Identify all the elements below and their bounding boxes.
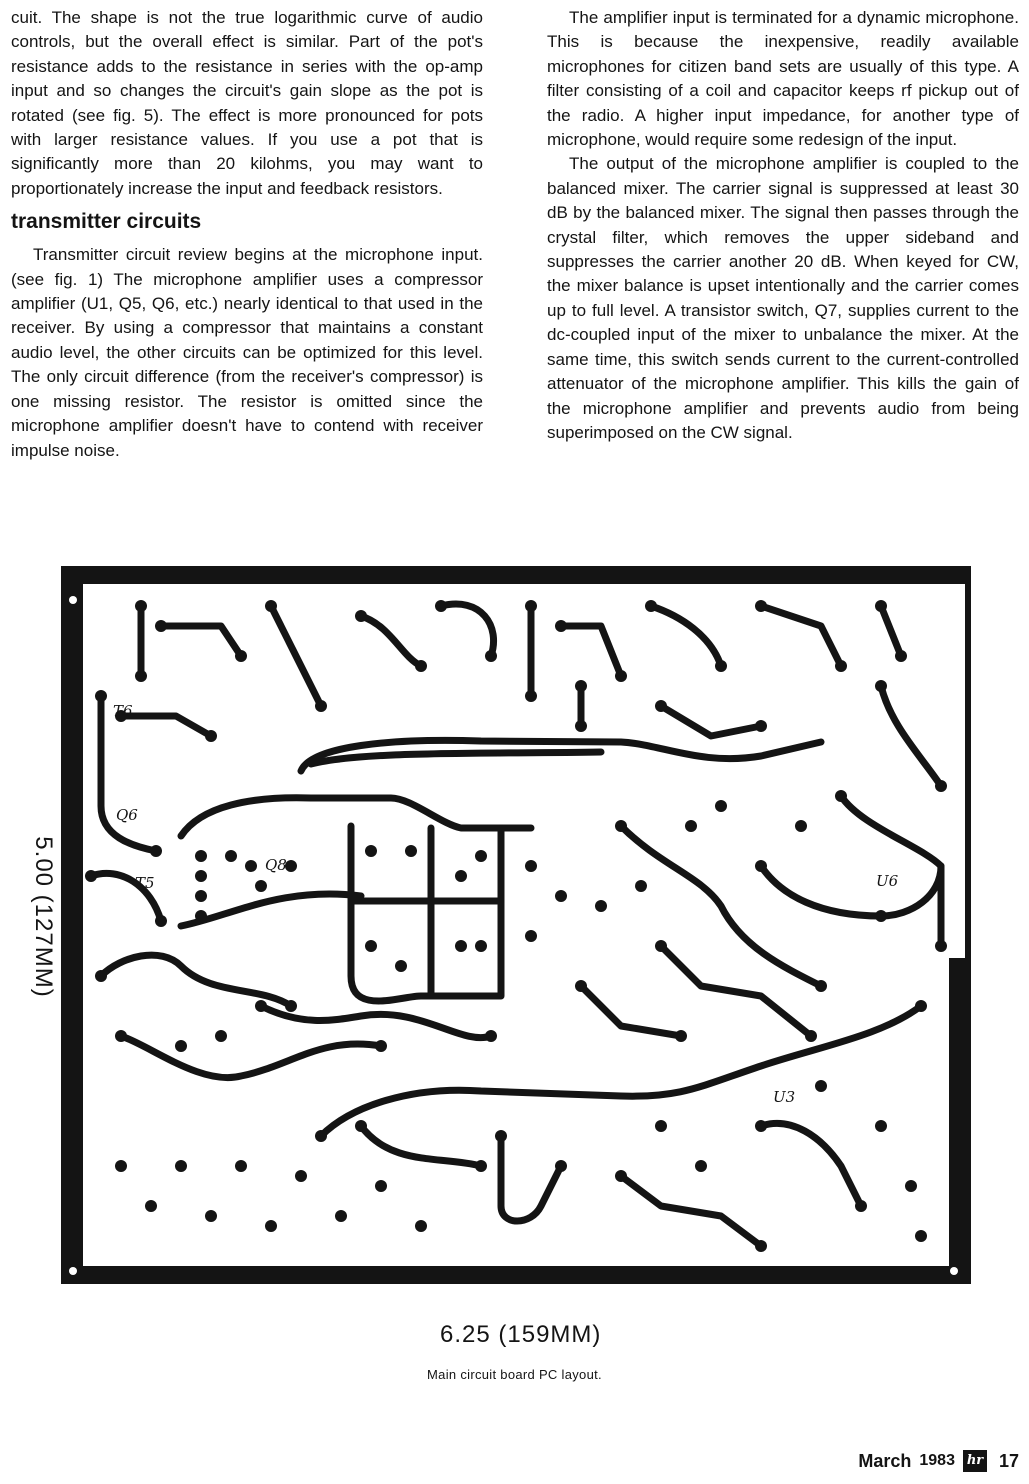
- dimension-vertical: 5.00 (127MM): [30, 836, 57, 998]
- footer-month: March: [858, 1450, 912, 1471]
- right-paragraph-2: The output of the microphone amplifier is coupled to the balanced mixer. The carrier signal is suppressed at least 30 dB by the balanced mixer. The signal then passes through the crystal filter, which removes the upper sideband and suppresses the carrier another 20 dB. When keyed for CW, the mixer balance is upset intentionally and the carrier comes up to full level. A transistor switch, Q7, supplies current to the dc-coupled input of the mixer to unbalance the mixer. At the same time, this switch sends current to the current-controlled attenuator of the microphone amplifier. This kills the gain of the microphone amplifier and prevents audio from being superimposed on the CW signal.: [547, 154, 1019, 442]
- label-u6: U6: [876, 872, 899, 890]
- label-q6: Q6: [116, 806, 138, 824]
- hr-logo: hr: [963, 1450, 987, 1472]
- mounting-hole: [69, 1267, 77, 1275]
- label-q8: Q8: [265, 856, 287, 874]
- label-u3: U3: [773, 1088, 796, 1106]
- label-t6: T6: [113, 702, 133, 720]
- footer-year: 1983: [919, 1452, 955, 1469]
- pcb-copper-field: [83, 584, 965, 1266]
- dimension-horizontal: 6.25 (159MM): [440, 1321, 602, 1348]
- pcb-layout-figure: [61, 566, 971, 1284]
- mounting-hole: [69, 596, 77, 604]
- page-footer: [858, 1450, 1019, 1472]
- left-paragraph-1: cuit. The shape is not the true logarithmic curve of audio controls, but the overall effect is similar. Part of the pot's resistance adds to the resistance in series with the op-amp input and so changes the circuit's gain slope as the pot is rotated (see fig. 5). The effect is more pronounced for pots with larger resistance values. If you use a pot that is significantly more than 20 kilohms, you may want to proportionately increase the input and feedback resistors.: [11, 8, 483, 198]
- section-heading: transmitter circuits: [11, 210, 202, 234]
- left-column: [11, 6, 483, 463]
- right-paragraph-1: The amplifier input is terminated for a dynamic microphone. This is because the inexpensive, readily available microphones for citizen band sets are usually of this type. A filter consisting of a coil and capacitor keeps rf pickup out of the radio. A higher input impedance, for another type of microphone, would require some redesign of the input.: [547, 8, 1019, 150]
- label-t5: T5: [135, 874, 155, 892]
- figure-caption: Main circuit board PC layout.: [427, 1367, 602, 1382]
- right-column: [547, 6, 1019, 445]
- pcb-artwork: [61, 566, 971, 1284]
- mounting-hole: [950, 596, 958, 604]
- mounting-hole: [950, 1267, 958, 1275]
- left-paragraph-2: Transmitter circuit review begins at the microphone input. (see fig. 1) The microphone amplifier uses a compressor amplifier (U1, Q5, Q6, etc.) nearly identical to that used in the receiver. By using a compressor that maintains a constant audio level, the other circuits can be optimized for this level. The only circuit difference (from the receiver's compressor) is one missing resistor. The resistor is omitted since the microphone amplifier doesn't have to contend with receiver impulse noise.: [11, 245, 483, 460]
- page-number: 17: [998, 1450, 1019, 1471]
